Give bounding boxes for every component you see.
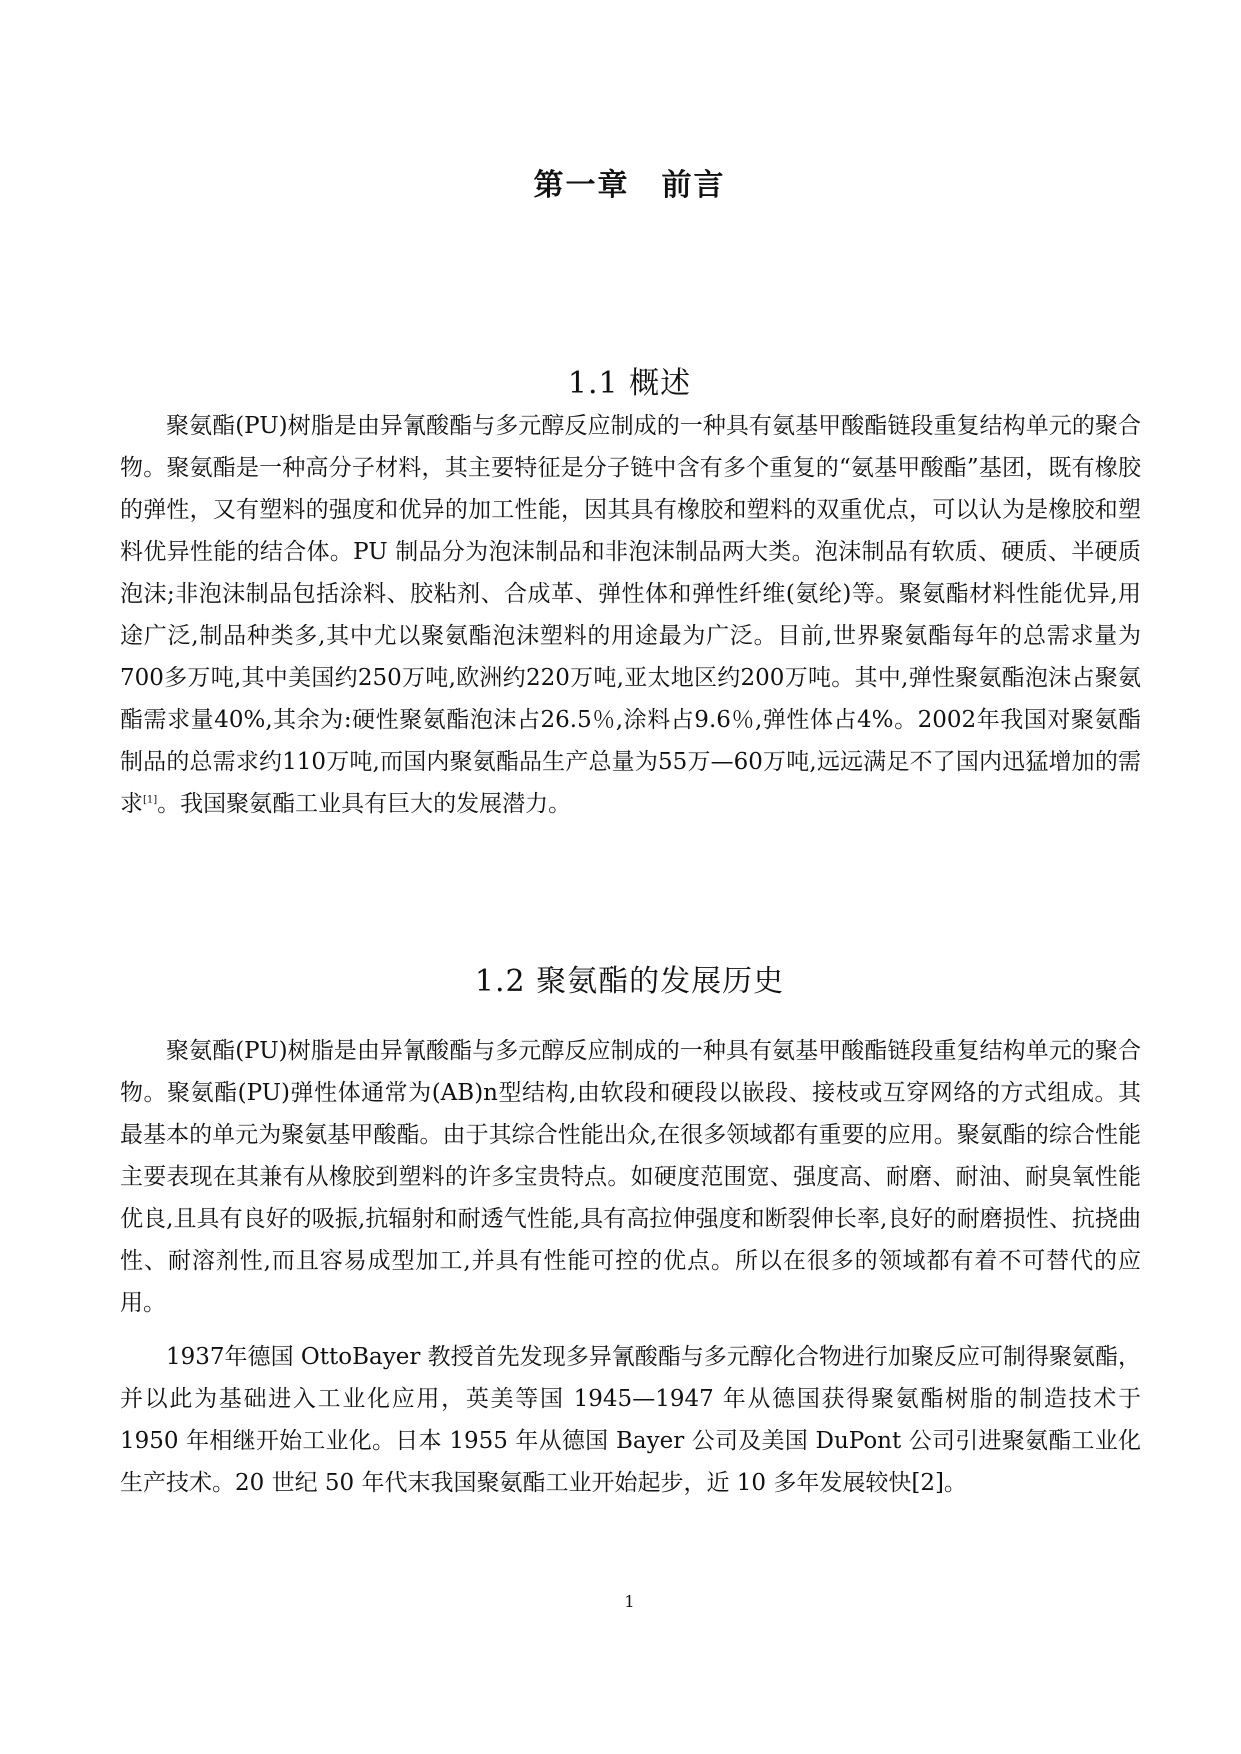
chapter-title: 第一章 前言 [533, 168, 726, 203]
page-number: 1 [624, 1592, 635, 1611]
citation-1: [1] [143, 794, 158, 806]
section-1-paragraph [120, 405, 1141, 825]
section-2-title: 1.2 聚氨酯的发展历史 [474, 964, 785, 999]
section-2-paragraph-1: 聚氨酯(PU)树脂是由异氰酸酯与多元醇反应制成的一种具有氨基甲酸酯链段重复结构单元的聚合物。聚氨酯(PU)弹性体通常为(AB)n型结构,由软段和硬段以嵌段、接枝或互穿网络的方式组成。其最基本的单元为聚氨基甲酸酯。由于其综合性能出众,在很多领域都有重要的应用。聚氨酯的综合性能主要表现在其兼有从橡胶到塑料的许多宝贵特点。如硬度范围宽、强度高、耐磨、耐油、耐臭氧性能优良,且具有良好的吸振,抗辐射和耐透气性能,具有高拉伸强度和断裂伸长率,良好的耐磨损性、抗挠曲性、耐溶剂性,而且容易成型加工,并具有性能可控的优点。所以在很多的领域都有着不可替代的应用。 [120, 1038, 1141, 1316]
section-1-paragraph-tail: 。我国聚氨酯工业具有巨大的发展潜力。 [157, 791, 572, 817]
section-1-paragraph-text: 聚氨酯(PU)树脂是由异氰酸酯与多元醇反应制成的一种具有氨基甲酸酯链段重复结构单元的聚合物。聚氨酯是一种高分子材料，其主要特征是分子链中含有多个重复的“氨基甲酸酯”基团，既有橡胶的弹性，又有塑料的强度和优异的加工性能，因其具有橡胶和塑料的双重优点，可以认为是橡胶和塑料优异性能的结合体。PU 制品分为泡沫制品和非泡沫制品两大类。泡沫制品有软质、硬质、半硬质泡沫;非泡沫制品包括涂料、胶粘剂、合成革、弹性体和弹性纤维(氨纶)等。聚氨酯材料性能优异,用途广泛,制品种类多,其中尤以聚氨酯泡沫塑料的用途最为广泛。目前,世界聚氨酯每年的总需求量为700多万吨,其中美国约250万吨,欧洲约220万吨,亚太地区约200万吨。其中,弹性聚氨酯泡沫占聚氨酯需求量40%,其余为:硬性聚氨酯泡沫占26.5％,涂料占9.6％,弹性体占4%。2002年我国对聚氨酯制品的总需求约110万吨,而国内聚氨酯品生产总量为55万—60万吨,远远满足不了国内迅猛增加的需求 [120, 413, 1141, 817]
section-2-body [120, 1030, 1141, 1504]
section-1-title: 1.1 概述 [567, 366, 692, 401]
section-2-paragraph-2: 1937年德国 OttoBayer 教授首先发现多异氰酸酯与多元醇化合物进行加聚反应可制得聚氨酯，并以此为基础进入工业化应用，英美等国 1945—1947 年从德国获得聚氨酯树脂的制造技术于 1950 年相继开始工业化。日本 1955 年从德国 Bayer 公司及美国 DuPont 公司引进聚氨酯工业化生产技术。20 世纪 50 年代末我国聚氨酯工业开始起步，近 10 多年发展较快[2]。 [120, 1344, 1141, 1496]
section-1-body [120, 405, 1141, 825]
